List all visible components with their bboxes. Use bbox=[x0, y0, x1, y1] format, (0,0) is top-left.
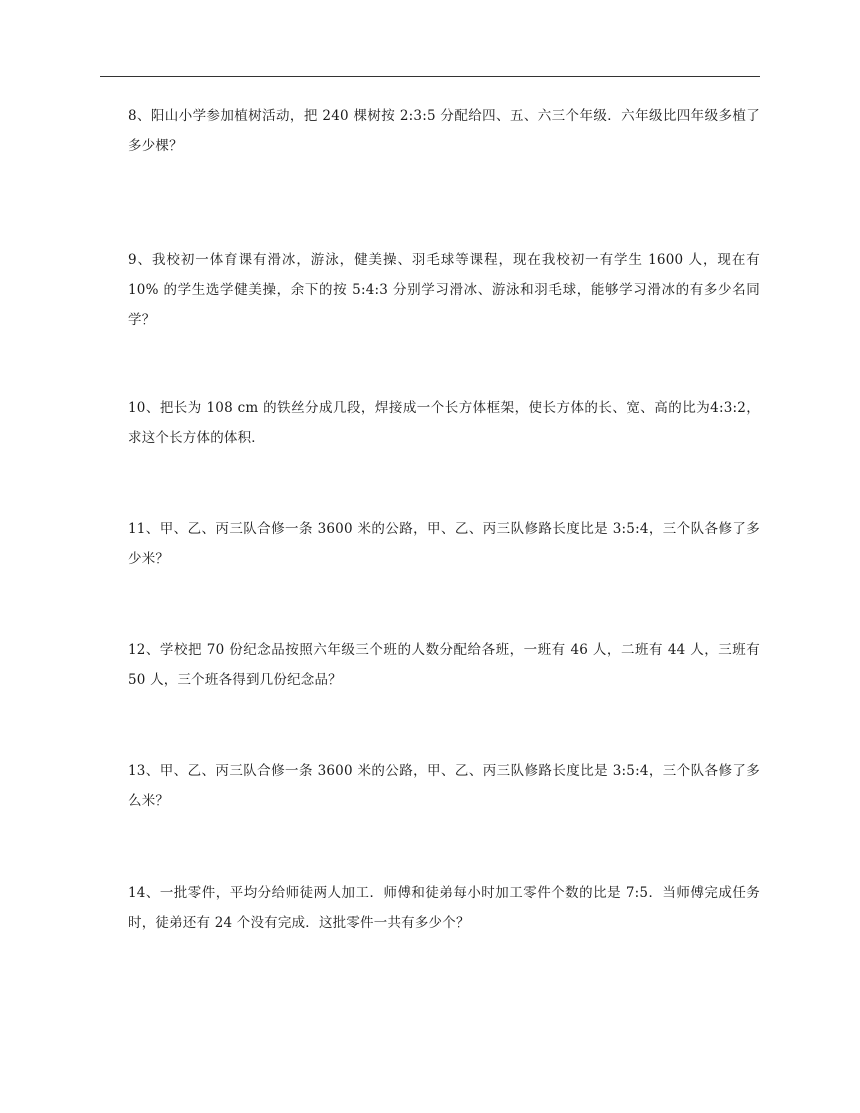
question-9: 9、我校初一体育课有滑冰，游泳，健美操、羽毛球等课程，现在我校初一有学生 1600 人，现在有 10% 的学生选学健美操，余下的按 5:4:3 分别学习滑冰、游泳和羽毛球，能够学习滑冰的有多少名同学？ bbox=[128, 252, 760, 328]
question-14: 14、一批零件，平均分给师徒两人加工．师傅和徒弟每小时加工零件个数的比是 7:5．当师傅完成任务时，徒弟还有 24 个没有完成．这批零件一共有多少个？ bbox=[128, 885, 760, 931]
header-rule bbox=[100, 76, 760, 77]
question-10: 10、把长为 108 cm 的铁丝分成几段，焊接成一个长方体框架，使长方体的长、宽、高的比为4:3:2，求这个长方体的体积． bbox=[128, 400, 760, 446]
question-8: 8、阳山小学参加植树活动，把 240 棵树按 2:3:5 分配给四、五、六三个年级．六年级比四年级多植了多少棵？ bbox=[128, 108, 760, 154]
question-11: 11、甲、乙、丙三队合修一条 3600 米的公路，甲、乙、丙三队修路长度比是 3:5:4，三个队各修了多少米？ bbox=[128, 521, 760, 567]
question-12: 12、学校把 70 份纪念品按照六年级三个班的人数分配给各班，一班有 46 人，二班有 44 人，三班有 50 人，三个班各得到几份纪念品？ bbox=[128, 642, 760, 688]
question-13: 13、甲、乙、丙三队合修一条 3600 米的公路，甲、乙、丙三队修路长度比是 3:5:4，三个队各修了多么米？ bbox=[128, 763, 760, 809]
